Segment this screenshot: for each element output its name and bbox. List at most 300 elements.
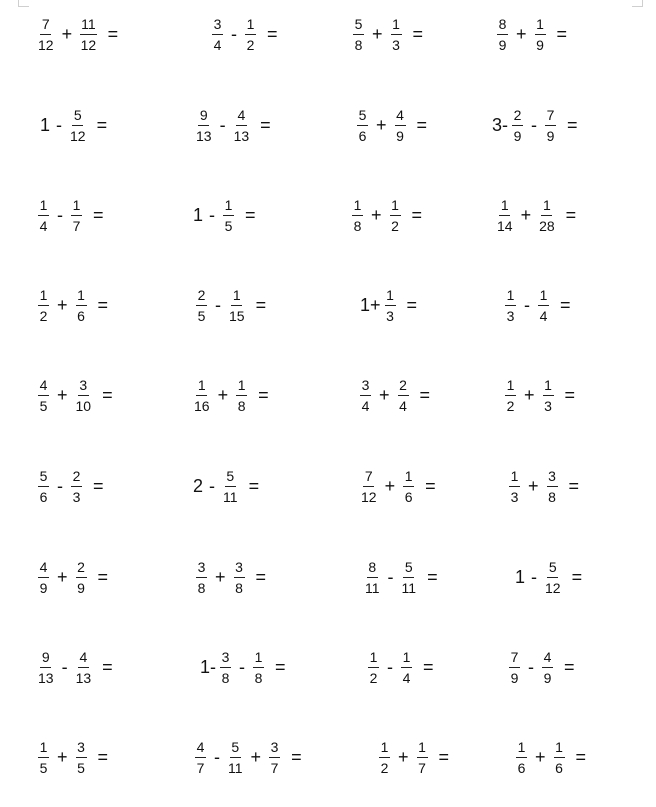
numerator: 1 [509,469,520,487]
problem-r6-c3 [361,466,436,506]
equals-sign: = [97,567,109,587]
problem-r4-c4 [505,285,571,325]
denominator: 4 [39,217,48,234]
minus-operator: - [57,205,63,225]
numerator: 3 [78,378,89,396]
fraction [196,288,207,323]
problem-r6-c4 [509,466,579,506]
denominator: 5 [224,217,233,234]
denominator: 5 [39,397,48,414]
numerator: 1 [253,650,264,668]
numerator: 1 [38,288,49,306]
fraction [76,650,92,685]
fraction [236,378,247,413]
problem-r6-c2 [193,466,259,506]
problem-r1-c4 [497,14,567,54]
numerator: 1 [352,198,363,216]
equals-sign: = [255,567,267,587]
numerator: 5 [353,17,364,35]
problem-r7-c2 [196,557,266,597]
denominator: 3 [392,36,400,53]
fraction [38,650,54,685]
plus-operator: + [376,115,387,135]
fraction [76,560,87,595]
numerator: 7 [545,108,556,126]
denominator: 5 [39,759,48,776]
minus-operator: - [231,24,237,44]
equals-sign: = [97,747,109,767]
plus-operator: + [217,385,229,405]
denominator: 11 [401,579,417,596]
problem-r2-c1 [40,105,107,145]
equals-sign: = [416,115,428,135]
denominator: 12 [38,36,54,53]
equals-sign: = [255,295,267,315]
numerator: 2 [196,288,207,306]
fraction [505,378,516,413]
denominator: 9 [546,127,555,144]
numerator: 4 [38,378,49,396]
numerator: 1 [38,740,49,758]
numerator: 3 [269,740,280,758]
fraction [391,17,402,52]
numerator: 1 [538,288,549,306]
fraction [76,288,87,323]
denominator: 14 [497,217,513,234]
denominator: 5 [77,759,85,776]
fraction [543,378,554,413]
fraction [535,17,546,52]
page-corner-mark-right [632,0,643,7]
whole-number: 1+ [360,295,381,315]
fraction [194,378,210,413]
numerator: 5 [403,560,414,578]
plus-operator: + [528,476,539,496]
problem-r1-c3 [353,14,423,54]
denominator: 9 [543,669,552,686]
denominator: 6 [555,759,563,776]
fraction [539,198,555,233]
denominator: 9 [510,669,519,686]
problem-r7-c3 [365,557,438,597]
fraction [38,288,49,323]
fraction [353,17,364,52]
fraction [76,740,87,775]
fraction [505,288,516,323]
fraction [71,198,82,233]
denominator: 3 [506,307,515,324]
plus-operator: + [524,385,535,405]
denominator: 9 [77,579,85,596]
denominator: 7 [72,217,81,234]
denominator: 28 [539,217,555,234]
denominator: 15 [229,307,245,324]
denominator: 2 [369,669,378,686]
fraction [545,560,561,595]
numerator: 9 [198,108,209,126]
problem-r1-c2 [212,14,278,54]
denominator: 6 [39,488,48,505]
equals-sign: = [425,476,436,496]
plus-operator: + [379,385,390,405]
fraction [395,108,406,143]
plus-operator: + [384,476,396,496]
problem-r4-c1 [38,285,108,325]
numerator: 1 [196,378,207,396]
denominator: 2 [506,397,515,414]
problem-r8-c4 [509,647,575,687]
numerator: 1 [505,378,516,396]
whole-number: 3- [492,115,509,135]
denominator: 4 [361,397,370,414]
minus-operator: - [57,476,63,496]
plus-operator: + [57,747,68,767]
fraction [223,198,234,233]
fraction [542,650,553,685]
minus-operator: - [215,295,221,315]
fraction [228,740,243,775]
fraction [497,17,508,52]
numerator: 1 [403,469,414,487]
fraction [196,108,212,143]
equals-sign: = [107,24,119,44]
denominator: 11 [223,488,238,505]
denominator: 8 [354,36,363,53]
numerator: 4 [542,650,553,668]
problem-r5-c3 [360,375,430,415]
numerator: 3 [76,740,87,758]
equals-sign: = [423,657,434,677]
fraction [234,560,245,595]
fraction [379,740,390,775]
denominator: 11 [228,759,243,776]
equals-sign: = [267,24,278,44]
minus-operator: - [531,115,538,135]
plus-operator: + [535,747,546,767]
numerator: 3 [360,378,371,396]
denominator: 4 [213,36,222,53]
fraction [368,650,379,685]
equals-sign: = [248,476,260,496]
fraction [195,740,206,775]
equals-sign: = [93,476,104,496]
numerator: 1 [516,740,527,758]
minus-operator: - [239,657,246,677]
fraction [223,469,238,504]
whole-number: 1 [40,115,51,135]
fraction [38,740,49,775]
numerator: 1 [499,198,510,216]
problem-r5-c4 [505,375,575,415]
numerator: 2 [76,560,87,578]
numerator: 11 [80,17,97,35]
numerator: 1 [245,17,256,35]
plus-operator: + [57,567,68,587]
numerator: 5 [547,560,558,578]
numerator: 3 [220,650,231,668]
fraction [545,108,556,143]
fraction [212,17,223,52]
denominator: 11 [365,579,380,596]
numerator: 1 [535,17,546,35]
denominator: 4 [539,307,548,324]
whole-number: 1 [515,567,526,587]
denominator: 6 [404,488,413,505]
fraction [253,650,264,685]
numerator: 1 [390,198,401,216]
fraction [38,378,49,413]
equals-sign: = [275,657,286,677]
numerator: 3 [212,17,223,35]
fraction [512,108,523,143]
minus-operator: - [209,476,216,496]
denominator: 8 [237,397,246,414]
fraction [38,560,49,595]
numerator: 7 [509,650,520,668]
numerator: 4 [395,108,406,126]
fraction [401,650,412,685]
numerator: 1 [236,378,247,396]
equals-sign: = [419,385,431,405]
numerator: 5 [225,469,236,487]
denominator: 9 [536,36,544,53]
whole-number: 1 [193,205,204,225]
fraction [509,469,520,504]
numerator: 1 [391,17,402,35]
whole-number: 2 [193,476,204,496]
denominator: 3 [386,307,394,324]
plus-operator: + [250,747,262,767]
whole-number: 1- [200,657,217,677]
fraction [352,198,363,233]
numerator: 2 [398,378,409,396]
plus-operator: + [371,205,382,225]
fraction [38,198,49,233]
minus-operator: - [61,657,68,677]
equals-sign: = [567,115,578,135]
denominator: 4 [399,397,407,414]
equals-sign: = [438,747,450,767]
denominator: 7 [196,759,205,776]
denominator: 13 [233,127,250,144]
fraction [390,198,401,233]
denominator: 6 [77,307,85,324]
numerator: 7 [40,17,51,35]
minus-operator: - [209,205,216,225]
denominator: 12 [545,579,561,596]
plus-operator: + [516,24,527,44]
minus-operator: - [219,115,226,135]
minus-operator: - [387,567,394,587]
numerator: 5 [38,469,49,487]
denominator: 8 [221,669,230,686]
numerator: 1 [385,288,396,306]
equals-sign: = [556,24,568,44]
plus-operator: + [57,385,68,405]
fraction [516,740,527,775]
plus-operator: + [61,24,73,44]
fraction [403,469,414,504]
equals-sign: = [568,476,580,496]
problem-r4-c3 [360,285,417,325]
fraction [269,740,280,775]
minus-operator: - [524,295,530,315]
equals-sign: = [258,385,269,405]
equals-sign: = [575,747,587,767]
plus-operator: + [398,747,409,767]
denominator: 7 [418,759,426,776]
equals-sign: = [260,115,271,135]
denominator: 10 [75,397,92,414]
problem-r2-c4 [492,105,578,145]
equals-sign: = [291,747,302,767]
denominator: 4 [402,669,411,686]
denominator: 8 [197,579,206,596]
denominator: 12 [80,36,97,53]
numerator: 1 [543,378,554,396]
equals-sign: = [571,567,583,587]
problem-r3-c3 [352,195,422,235]
fraction [365,560,380,595]
numerator: 3 [547,469,558,487]
denominator: 9 [396,127,404,144]
problem-r3-c1 [38,195,104,235]
numerator: 3 [196,560,207,578]
equals-sign: = [406,295,418,315]
problem-r7-c4 [515,557,582,597]
fraction [417,740,428,775]
numerator: 3 [234,560,245,578]
denominator: 9 [39,579,48,596]
equals-sign: = [93,205,104,225]
numerator: 4 [236,108,247,126]
fraction [80,17,97,52]
denominator: 16 [194,397,210,414]
denominator: 12 [70,127,86,144]
minus-operator: - [528,657,534,677]
problem-r3-c2 [193,195,256,235]
problem-r2-c3 [357,105,427,145]
fraction [402,560,417,595]
numerator: 7 [363,469,374,487]
denominator: 13 [38,669,54,686]
equals-sign: = [102,385,113,405]
problem-r9-c1 [38,737,108,777]
denominator: 3 [72,488,81,505]
denominator: 6 [358,127,367,144]
problem-r8-c1 [38,647,113,687]
numerator: 1 [38,198,49,216]
numerator: 5 [72,108,83,126]
denominator: 8 [548,488,556,505]
denominator: 2 [39,307,48,324]
problem-r9-c3 [379,737,449,777]
equals-sign: = [97,295,109,315]
equals-sign: = [96,115,108,135]
problem-r2-c2 [196,105,271,145]
numerator: 1 [368,650,379,668]
numerator: 4 [38,560,49,578]
numerator: 2 [512,108,523,126]
numerator: 4 [78,650,89,668]
numerator: 1 [379,740,390,758]
equals-sign: = [245,205,256,225]
fraction [547,469,558,504]
problem-r4-c2 [196,285,266,325]
equals-sign: = [412,24,424,44]
numerator: 8 [497,17,508,35]
fraction [357,108,368,143]
equals-sign: = [102,657,113,677]
denominator: 3 [510,488,519,505]
denominator: 13 [75,669,92,686]
problem-r7-c1 [38,557,108,597]
fraction [497,198,513,233]
fraction [234,108,250,143]
denominator: 8 [254,669,263,686]
equals-sign: = [427,567,438,587]
numerator: 8 [367,560,378,578]
denominator: 8 [353,217,362,234]
plus-operator: + [372,24,383,44]
numerator: 1 [505,288,516,306]
denominator: 8 [235,579,243,596]
denominator: 2 [380,759,389,776]
fraction [554,740,565,775]
problem-r8-c2 [200,647,286,687]
equals-sign: = [560,295,571,315]
denominator: 12 [361,488,377,505]
denominator: 6 [517,759,526,776]
numerator: 1 [76,288,87,306]
fraction [538,288,549,323]
equals-sign: = [564,385,576,405]
minus-operator: - [214,747,220,767]
plus-operator: + [520,205,532,225]
fraction [38,17,54,52]
minus-operator: - [56,115,63,135]
fraction [38,469,49,504]
fraction [71,469,82,504]
fraction [220,650,231,685]
numerator: 1 [231,288,242,306]
equals-sign: = [564,657,575,677]
minus-operator: - [531,567,538,587]
fraction [361,469,377,504]
problem-r9-c2 [195,737,302,777]
fraction [360,378,371,413]
minus-operator: - [387,657,393,677]
denominator: 3 [544,397,552,414]
page-corner-mark-left [18,0,29,7]
numerator: 5 [357,108,368,126]
numerator: 1 [541,198,552,216]
numerator: 9 [40,650,51,668]
fraction [509,650,520,685]
equals-sign: = [565,205,577,225]
denominator: 2 [246,36,255,53]
fraction [70,108,86,143]
fraction [385,288,396,323]
numerator: 1 [417,740,428,758]
denominator: 2 [391,217,399,234]
problem-r1-c1 [38,14,118,54]
numerator: 5 [230,740,241,758]
equals-sign: = [411,205,423,225]
fraction [196,560,207,595]
problem-r8-c3 [368,647,434,687]
problem-r3-c4 [497,195,576,235]
